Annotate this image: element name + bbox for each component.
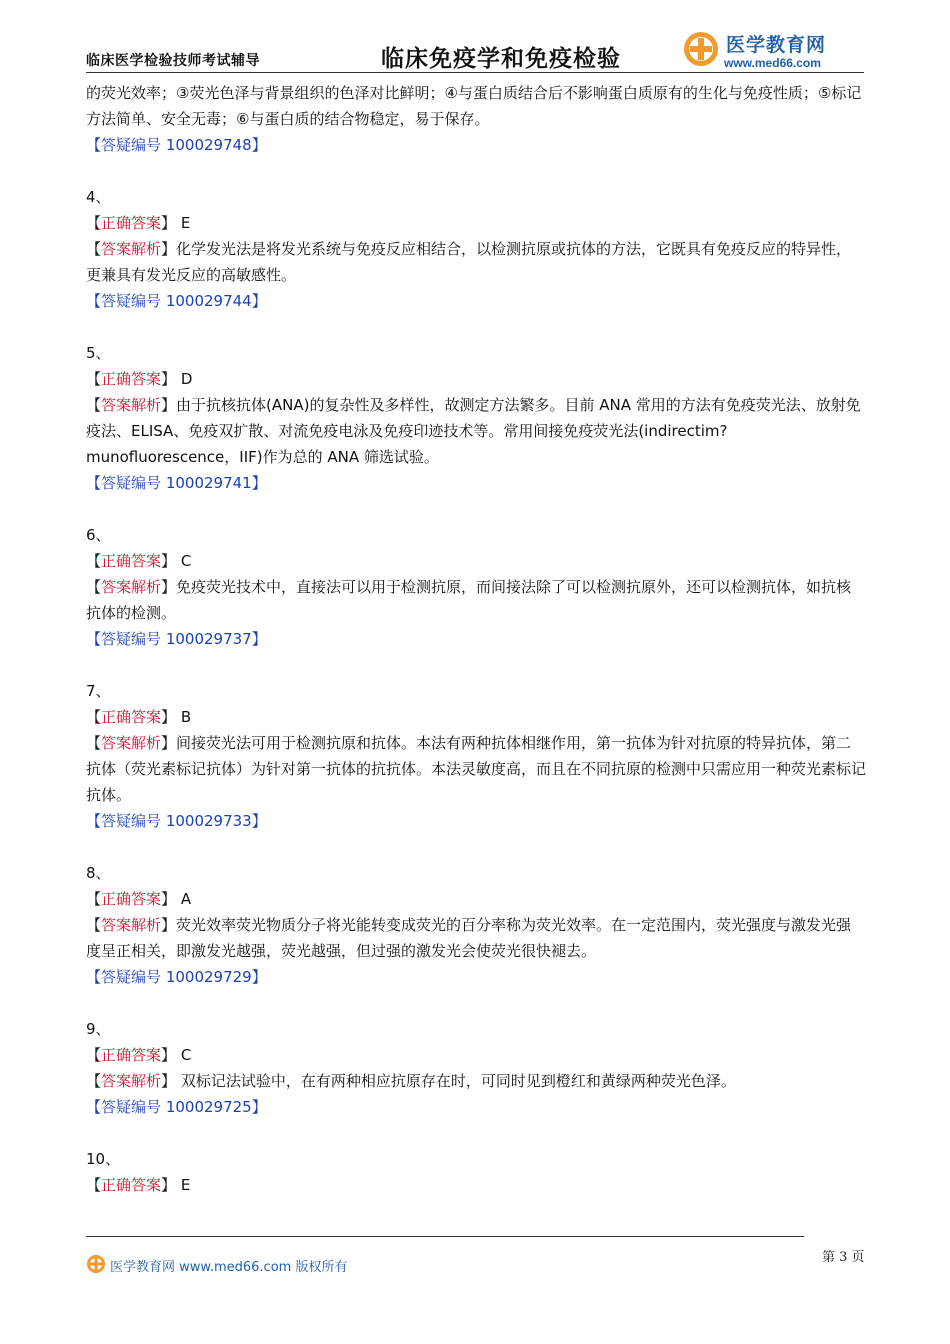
- logo-name: 医学教育网: [726, 34, 827, 56]
- question-block: [86, 340, 866, 496]
- answer-content: [86, 80, 866, 1198]
- header-course-title: 临床医学检验技师考试辅导: [86, 53, 260, 69]
- question-block: [86, 184, 866, 314]
- answer-value: C: [180, 1046, 192, 1064]
- intro-text: 的荧光效率；③荧光色泽与背景组织的色泽对比鲜明；④与蛋白质结合后不影响蛋白质原有的生化与免疫性质；⑤标记方法简单、安全无毒；⑥与蛋白质的结合物稳定，易于保存。: [86, 84, 862, 128]
- ref-line: 【答疑编号 100029729】: [86, 968, 267, 986]
- question-block: [86, 1146, 866, 1198]
- answer-value: A: [180, 890, 192, 908]
- answer-value: D: [180, 370, 193, 388]
- analysis-text: 免疫荧光技术中，直接法可以用于检测抗原，而间接法除了可以检测抗原外，还可以检测抗体，如抗核抗体的检测。: [86, 578, 852, 622]
- correct-answer-line: 【正确答案】 D: [86, 370, 193, 388]
- correct-answer-line: 【正确答案】 B: [86, 708, 192, 726]
- correct-answer-line: 【正确答案】 C: [86, 1046, 192, 1064]
- question-number: 7、: [86, 682, 111, 700]
- analysis-text: 间接荧光法可用于检测抗原和抗体。本法有两种抗体相继作用，第一抗体为针对抗原的特异抗体，第二抗体（荧光素标记抗体）为针对第一抗体的抗抗体。本法灵敏度高，而且在不同抗原的检测中只需应用一种荧光素标记抗体。: [86, 734, 867, 804]
- header-divider: [86, 72, 864, 73]
- question-number: 4、: [86, 188, 111, 206]
- answer-value: C: [180, 552, 192, 570]
- analysis-line: 【答案解析】 双标记法试验中，在有两种相应抗原存在时，可同时见到橙红和黄绿两种荧光色泽。: [86, 1072, 736, 1090]
- correct-answer-line: 【正确答案】 C: [86, 552, 192, 570]
- question-number: 5、: [86, 344, 111, 362]
- footer-logo-icon: [86, 1254, 106, 1274]
- question-number: 9、: [86, 1020, 111, 1038]
- ref-line: 【答疑编号 100029733】: [86, 812, 267, 830]
- correct-answer-line: 【正确答案】 E: [86, 214, 191, 232]
- analysis-line: 【答案解析】由于抗核抗体(ANA)的复杂性及多样性，故测定方法繁多。目前 ANA 常用的方法有免疫荧光法、放射免疫法、ELISA、免疫双扩散、对流免疫电泳及免疫印迹技术等。常用间接免疫荧光法(indirectim? munofluorescence，IIF)作为总的 ANA 筛选试验。: [86, 396, 861, 466]
- answer-value: B: [180, 708, 192, 726]
- answer-value: E: [180, 214, 191, 232]
- analysis-line: 【答案解析】化学发光法是将发光系统与免疫反应相结合，以检测抗原或抗体的方法，它既具有免疫反应的特异性，更兼具有发光反应的高敏感性。: [86, 240, 852, 284]
- logo-url[interactable]: www.med66.com: [724, 56, 821, 70]
- page-number: 第 3 页: [822, 1250, 865, 1265]
- question-block: [86, 1016, 866, 1120]
- question-block: [86, 860, 866, 990]
- analysis-line: 【答案解析】免疫荧光技术中，直接法可以用于检测抗原，而间接法除了可以检测抗原外，还可以检测抗体，如抗核抗体的检测。: [86, 578, 852, 622]
- question-number: 8、: [86, 864, 111, 882]
- ref-line: 【答疑编号 100029725】: [86, 1098, 267, 1116]
- ref-line: 【答疑编号 100029741】: [86, 474, 267, 492]
- site-logo[interactable]: [682, 28, 864, 72]
- intro-ref: 【答疑编号 100029748】: [86, 136, 267, 154]
- footer-copyright: 医学教育网 www.med66.com 版权所有: [110, 1260, 348, 1275]
- analysis-line: 【答案解析】间接荧光法可用于检测抗原和抗体。本法有两种抗体相继作用，第一抗体为针对抗原的特异抗体，第二抗体（荧光素标记抗体）为针对第一抗体的抗抗体。本法灵敏度高，而且在不同抗原的检测中只需应用一种荧光素标记抗体。: [86, 734, 867, 804]
- correct-answer-line: 【正确答案】 A: [86, 890, 192, 908]
- analysis-line: 【答案解析】荧光效率荧光物质分子将光能转变成荧光的百分率称为荧光效率。在一定范围内，荧光强度与激发光强度呈正相关，即激发光越强，荧光越强，但过强的激发光会使荧光很快褪去。: [86, 916, 852, 960]
- ref-line: 【答疑编号 100029744】: [86, 292, 267, 310]
- header-subject-title: 临床免疫学和免疫检验: [381, 46, 621, 72]
- ref-line: 【答疑编号 100029737】: [86, 630, 267, 648]
- analysis-text: 由于抗核抗体(ANA)的复杂性及多样性，故测定方法繁多。目前 ANA 常用的方法有免疫荧光法、放射免疫法、ELISA、免疫双扩散、对流免疫电泳及免疫印迹技术等。常用间接免疫荧光法(indirectim? munofluorescence，IIF)作为总的 ANA 筛选试验。: [86, 396, 861, 466]
- question-number: 10、: [86, 1150, 121, 1168]
- question-block: [86, 522, 866, 652]
- analysis-text: 化学发光法是将发光系统与免疫反应相结合，以检测抗原或抗体的方法，它既具有免疫反应的特异性，更兼具有发光反应的高敏感性。: [86, 240, 852, 284]
- analysis-text: 荧光效率荧光物质分子将光能转变成荧光的百分率称为荧光效率。在一定范围内，荧光强度与激发光强度呈正相关，即激发光越强，荧光越强，但过强的激发光会使荧光很快褪去。: [86, 916, 852, 960]
- page-header: [86, 28, 864, 74]
- correct-answer-line: 【正确答案】 E: [86, 1176, 191, 1194]
- footer-divider: [86, 1236, 804, 1237]
- question-block: [86, 678, 866, 834]
- answer-value: E: [180, 1176, 191, 1194]
- question-number: 6、: [86, 526, 111, 544]
- logo-cross-icon: [682, 30, 720, 68]
- analysis-text: 双标记法试验中，在有两种相应抗原存在时，可同时见到橙红和黄绿两种荧光色泽。: [176, 1072, 736, 1090]
